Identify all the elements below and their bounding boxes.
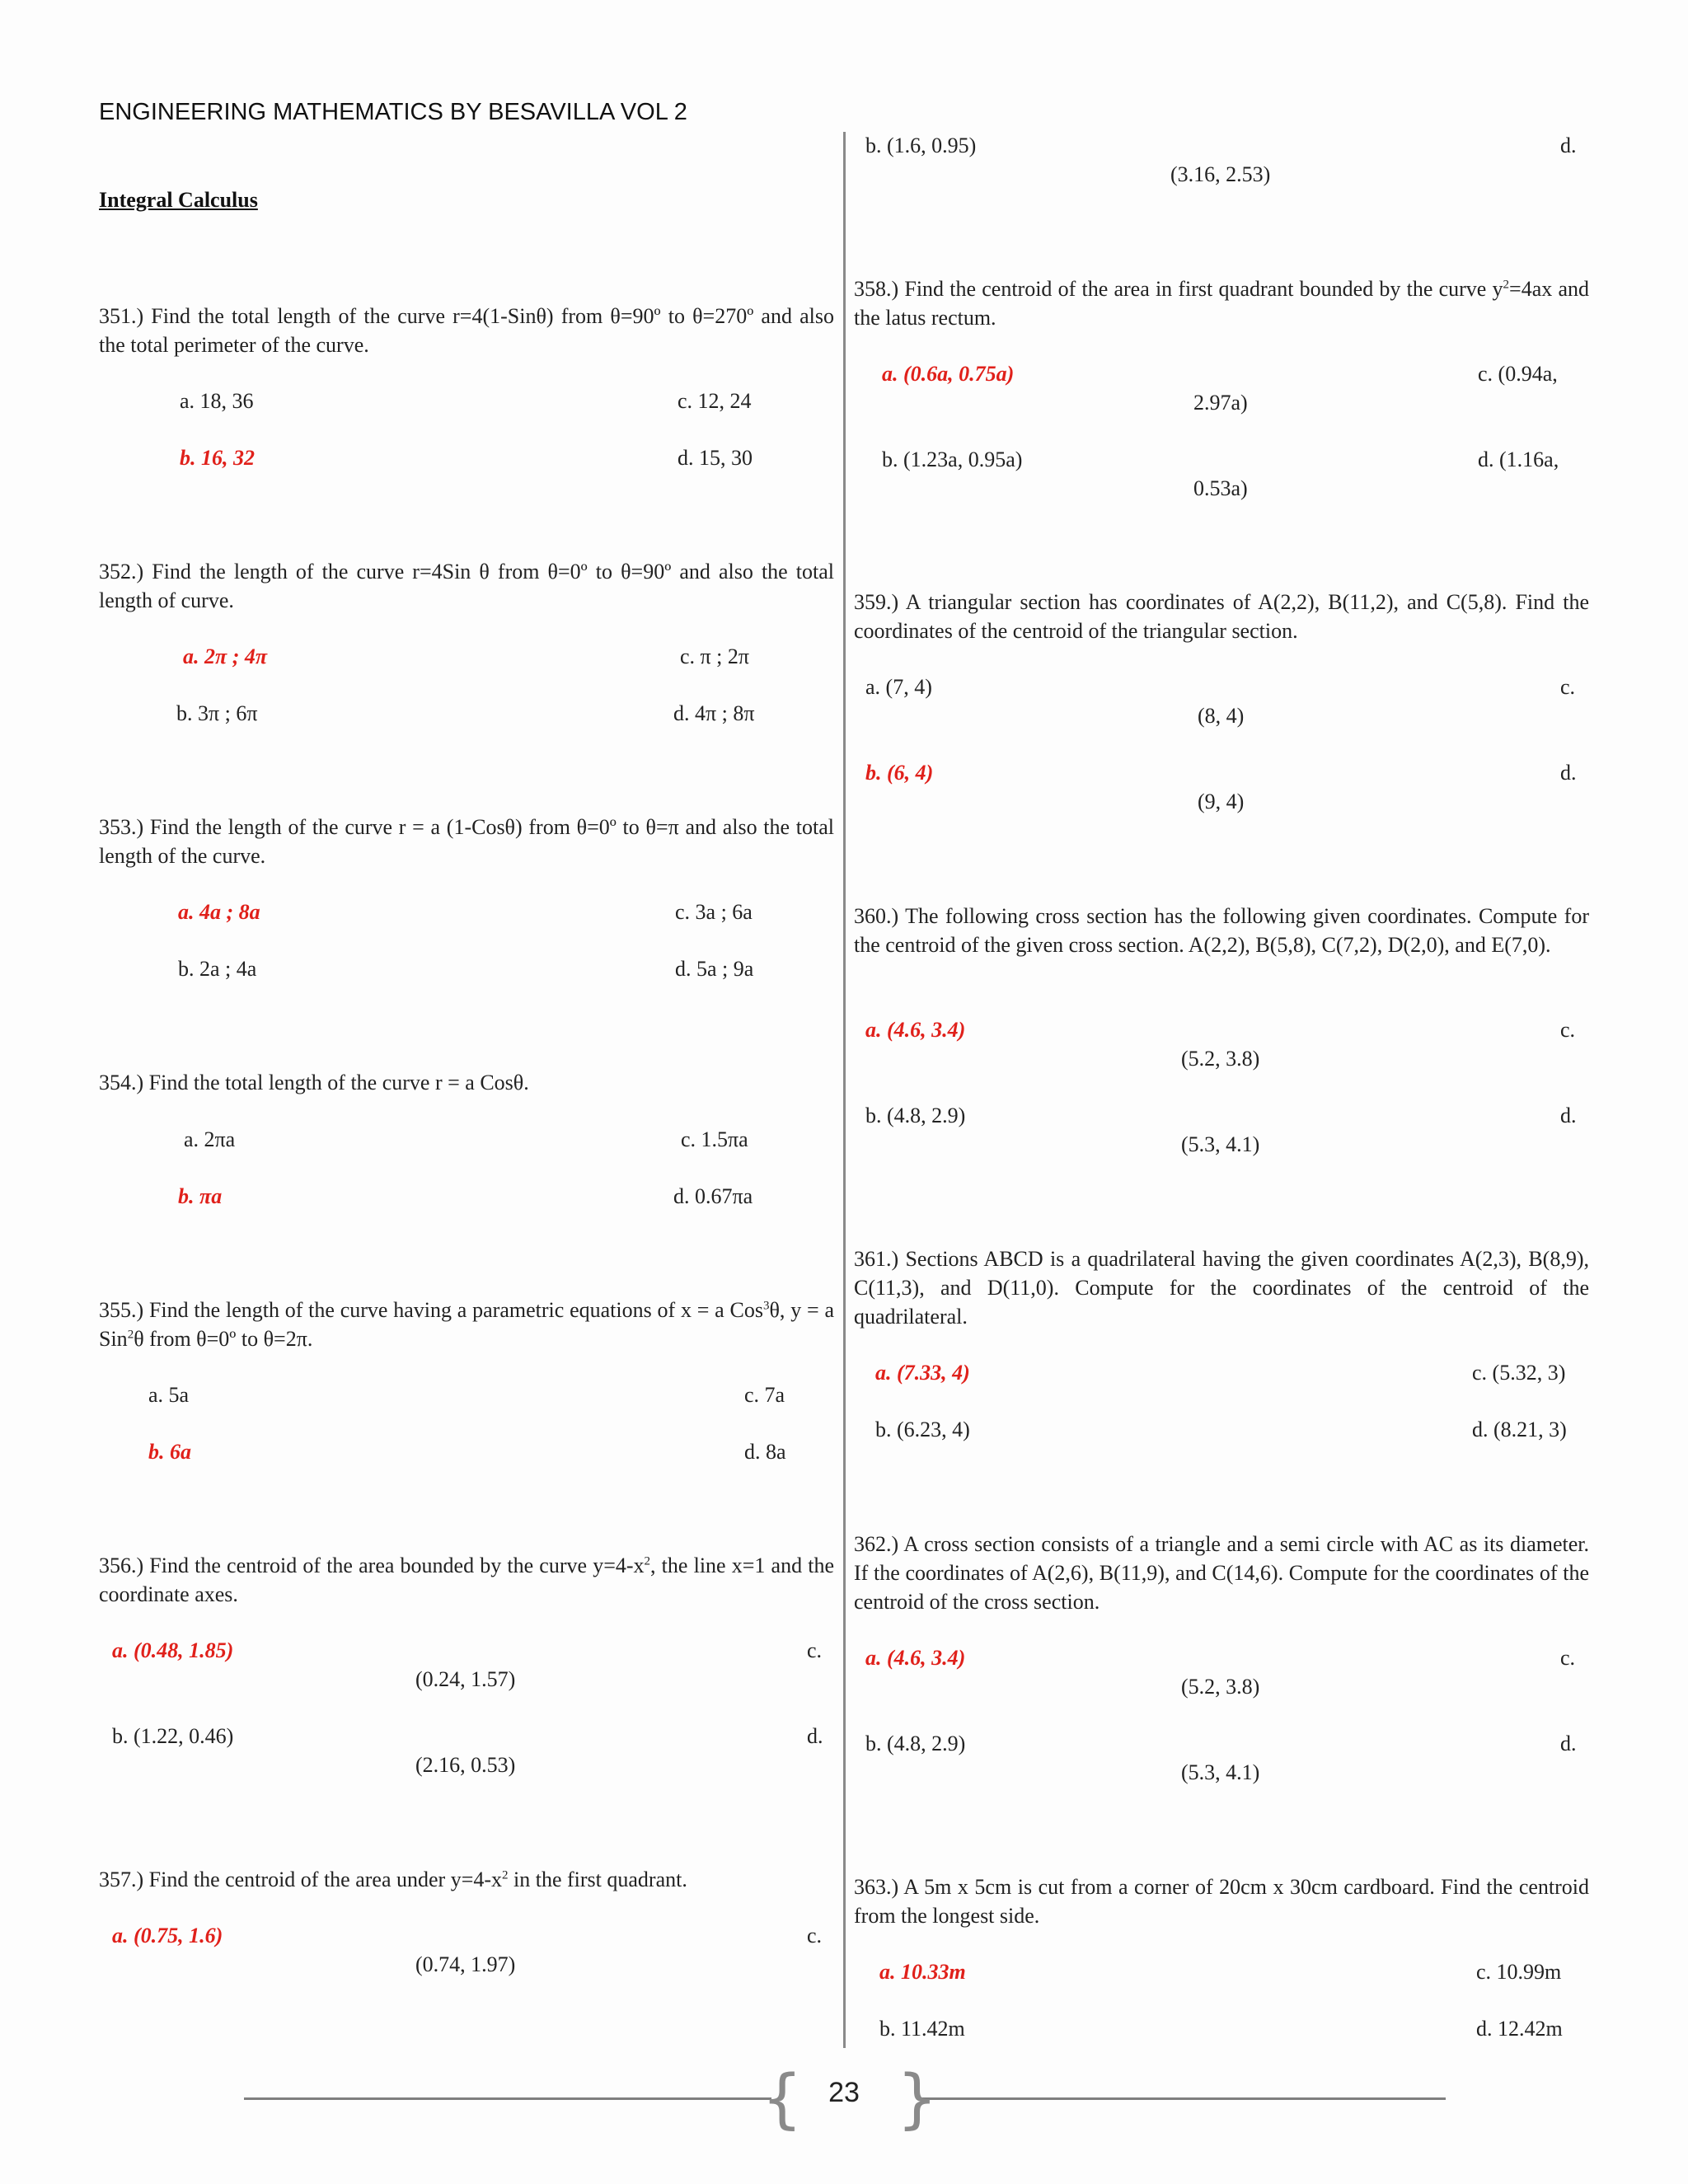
question-363: 363.) A 5m x 5cm is cut from a corner of 20cm x 30cm cardboard. Find the centroid from the longest side. bbox=[854, 1875, 1589, 1928]
q354-option-b-answer: b. πa bbox=[178, 1184, 223, 1208]
q360-option-d-value: (5.3, 4.1) bbox=[1181, 1132, 1260, 1156]
q353-option-a-answer: a. 4a ; 8a bbox=[178, 900, 260, 924]
q357-option-d-value: (3.16, 2.53) bbox=[1170, 162, 1271, 186]
q351-option-d: d. 15, 30 bbox=[678, 446, 753, 470]
q355-option-a: a. 5a bbox=[148, 1383, 190, 1407]
q359-option-b-answer: b. (6, 4) bbox=[865, 761, 934, 785]
q360-option-c-value: (5.2, 3.8) bbox=[1181, 1047, 1260, 1071]
q355-option-d: d. 8a bbox=[744, 1440, 786, 1464]
q356-option-b: b. (1.22, 0.46) bbox=[112, 1724, 234, 1748]
question-362: 362.) A cross section consists of a triangle and a semi circle with AC as its diameter. If the coordinates of A(2,6), B(11,9), and C(14,6). Compute for the coordinates of the centroid of the cross section. bbox=[854, 1532, 1589, 1614]
question-361: 361.) Sections ABCD is a quadrilateral having the given coordinates A(2,3), B(8,9), C(11,3), and D(11,0). Compute for the coordinates of the centroid of the quadrilateral. bbox=[854, 1247, 1589, 1329]
q356-option-c-value: (0.24, 1.57) bbox=[415, 1667, 516, 1691]
q359-option-a: a. (7, 4) bbox=[865, 675, 932, 699]
q359-option-c-value: (8, 4) bbox=[1198, 704, 1245, 728]
q363-option-d: d. 12.42m bbox=[1476, 2017, 1563, 2041]
q361-option-d: d. (8.21, 3) bbox=[1472, 1418, 1567, 1441]
q360-option-b: b. (4.8, 2.9) bbox=[865, 1104, 966, 1127]
question-351: 351.) Find the total length of the curve r=4(1-Sinθ) from θ=90º to θ=270º and also the total perimeter of the curve. bbox=[99, 304, 834, 357]
q361-option-a-answer: a. (7.33, 4) bbox=[875, 1361, 970, 1385]
question-358: 358.) Find the centroid of the area in first quadrant bounded by the curve $y^2=4ax$ and the latus rectum. bbox=[854, 277, 1589, 330]
question-357: 357.) Find the centroid of the area under $y=4-x^2$ in the first quadrant. bbox=[99, 1868, 687, 1891]
q356-option-d-value: (2.16, 0.53) bbox=[415, 1753, 516, 1777]
q352-option-d: d. 4π ; 8π bbox=[673, 701, 755, 725]
q362-option-c-value: (5.2, 3.8) bbox=[1181, 1675, 1260, 1699]
question-355: 355.) Find the length of the curve having a parametric equations of x = a Cos$^3$θ, y = a Sin$^2$θ from θ=0º to θ=2π. bbox=[99, 1298, 834, 1351]
q351-option-a: a. 18, 36 bbox=[180, 389, 254, 413]
q353-option-b: b. 2a ; 4a bbox=[178, 957, 257, 981]
q356-option-d-label: d. bbox=[807, 1724, 823, 1748]
column-divider bbox=[843, 132, 846, 2048]
q359-option-d-value: (9, 4) bbox=[1198, 790, 1245, 813]
q362-option-c-label: c. bbox=[1560, 1646, 1576, 1670]
q363-option-c: c. 10.99m bbox=[1476, 1960, 1562, 1984]
q363-option-a-answer: a. 10.33m bbox=[879, 1960, 966, 1984]
q357-option-b: b. (1.6, 0.95) bbox=[865, 134, 977, 157]
q351-option-c: c. 12, 24 bbox=[678, 389, 752, 413]
q363-option-b: b. 11.42m bbox=[879, 2017, 965, 2041]
footer-rule-right bbox=[917, 2097, 1446, 2100]
q362-option-d-value: (5.3, 4.1) bbox=[1181, 1760, 1260, 1784]
footer-left-brace: { bbox=[762, 2062, 803, 2136]
q360-option-d-label: d. bbox=[1560, 1104, 1577, 1127]
q358-option-a-answer: a. (0.6a, 0.75a) bbox=[882, 362, 1015, 386]
q355-option-c: c. 7a bbox=[744, 1383, 785, 1407]
section-heading: Integral Calculus bbox=[99, 188, 258, 212]
question-360: 360.) The following cross section has the following given coordinates. Compute for the centroid of the given cross section. A(2,2), B(5,8), C(7,2), D(2,0), and E(7,0). bbox=[854, 904, 1589, 957]
q358-option-b: b. (1.23a, 0.95a) bbox=[882, 448, 1023, 471]
q352-option-b: b. 3π ; 6π bbox=[176, 701, 258, 725]
q360-option-a-answer: a. (4.6, 3.4) bbox=[865, 1018, 966, 1042]
q353-option-c: c. 3a ; 6a bbox=[675, 900, 753, 924]
q361-option-c: c. (5.32, 3) bbox=[1472, 1361, 1566, 1385]
q357-option-d-label: d. bbox=[1560, 134, 1577, 157]
q358-option-d-label: d. (1.16a, bbox=[1478, 448, 1559, 471]
question-354: 354.) Find the total length of the curve r = a Cosθ. bbox=[99, 1071, 529, 1094]
q358-option-c-value: 2.97a) bbox=[1193, 391, 1248, 415]
q352-option-c: c. π ; 2π bbox=[680, 644, 750, 668]
footer-rule-left bbox=[244, 2097, 771, 2100]
q361-option-b: b. (6.23, 4) bbox=[875, 1418, 970, 1441]
q355-option-b-answer: b. 6a bbox=[148, 1440, 191, 1464]
q358-option-c-label: c. (0.94a, bbox=[1478, 362, 1558, 386]
q356-option-a-answer: a. (0.48, 1.85) bbox=[112, 1638, 234, 1662]
q362-option-b: b. (4.8, 2.9) bbox=[865, 1732, 966, 1755]
q353-option-d: d. 5a ; 9a bbox=[675, 957, 754, 981]
question-352: 352.) Find the length of the curve r=4Sin θ from θ=0º to θ=90º and also the total length of curve. bbox=[99, 560, 834, 612]
q352-option-a-answer: a. 2π ; 4π bbox=[183, 644, 268, 668]
q357-option-c-label: c. bbox=[807, 1924, 823, 1947]
footer-right-brace: } bbox=[897, 2062, 938, 2136]
question-356: 356.) Find the centroid of the area bounded by the curve $y=4-x^2$, the line x=1 and the coordinate axes. bbox=[99, 1554, 835, 1606]
q354-option-c: c. 1.5πa bbox=[681, 1127, 748, 1151]
question-353: 353.) Find the length of the curve r = a (1-Cosθ) from θ=0º to θ=π and also the total length of the curve. bbox=[99, 815, 834, 868]
q354-option-a: a. 2πa bbox=[184, 1127, 236, 1151]
q356-option-c-label: c. bbox=[807, 1638, 823, 1662]
q362-option-a-answer: a. (4.6, 3.4) bbox=[865, 1646, 966, 1670]
q362-option-d-label: d. bbox=[1560, 1732, 1577, 1755]
q357-option-c-value: (0.74, 1.97) bbox=[415, 1952, 516, 1976]
page-number: 23 bbox=[828, 2077, 860, 2108]
q359-option-c-label: c. bbox=[1560, 675, 1576, 699]
question-359: 359.) A triangular section has coordinates of A(2,2), B(11,2), and C(5,8). Find the coordinates of the centroid of the triangular section. bbox=[854, 590, 1589, 643]
q354-option-d: d. 0.67πa bbox=[673, 1184, 753, 1208]
document-title: ENGINEERING MATHEMATICS BY BESAVILLA VOL 2 bbox=[99, 99, 687, 125]
q357-option-a-answer: a. (0.75, 1.6) bbox=[112, 1924, 223, 1947]
q358-option-d-value: 0.53a) bbox=[1193, 476, 1248, 500]
q360-option-c-label: c. bbox=[1560, 1018, 1576, 1042]
q359-option-d-label: d. bbox=[1560, 761, 1577, 785]
q351-option-b-answer: b. 16, 32 bbox=[180, 446, 255, 470]
